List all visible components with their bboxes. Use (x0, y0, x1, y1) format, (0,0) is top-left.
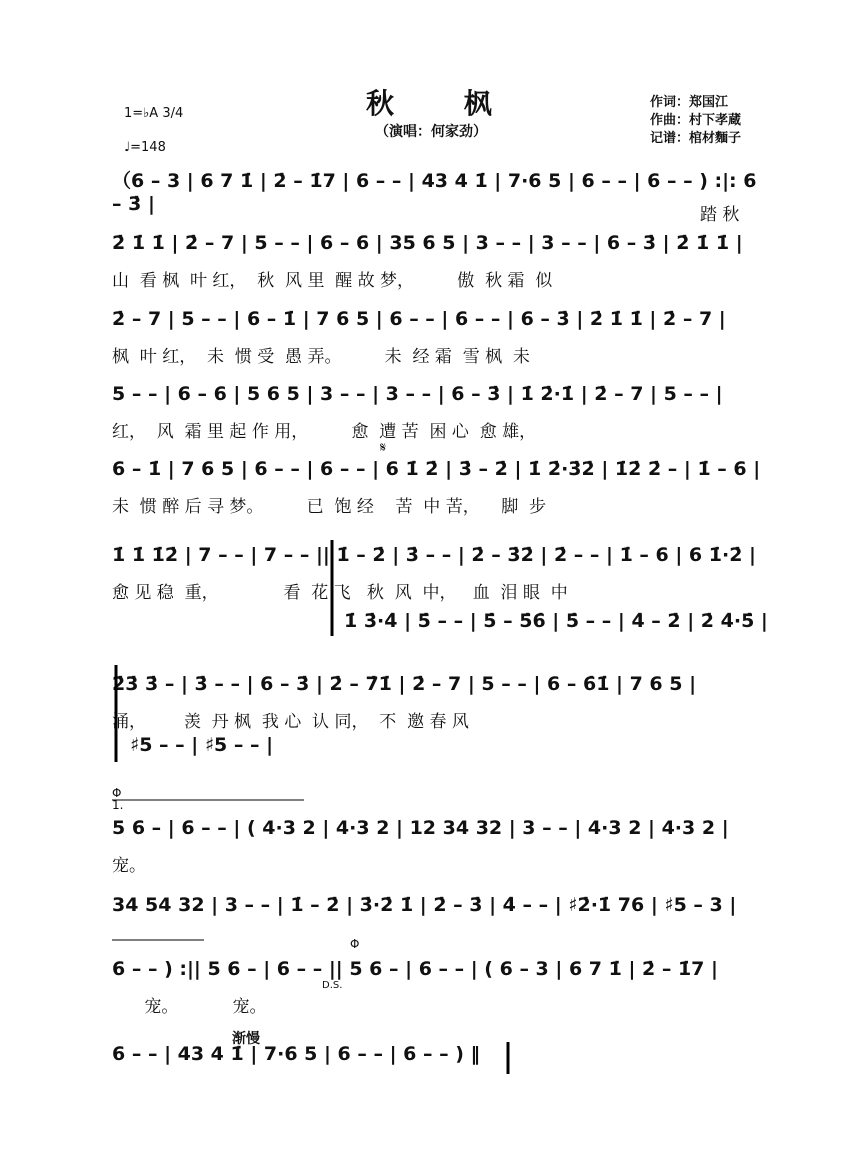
notation-row: 2̇ – 7 | 5 – – | 6 – 1̇ | 7 6 5 | 6 – – | 6 – – | 6 – 3̇ | 2̇ 1̇ 1̇ | 2̇ – 7 | (112, 308, 726, 330)
lyrics-row: 涌， 羡 丹 枫 我 心 认 同， 不 邀 春 风 (112, 712, 469, 732)
lyrics-row: 宠。 (112, 856, 146, 876)
notation-row: 2̇3̇ 3̇ – | 3̇ – – | 6 – 3̇ | 2̇ – 7̇1̇ | 2̇ – 7 | 5 – – | 6 – 6̇1̇ | 7 6 5 | (112, 673, 697, 695)
notation-row: 2̇ 1̇ 1̇ | 2̇ – 7 | 5 – – | 6 – 6 | 35 6 5 | 3 – – | 3 – – | 6 – 3̇ | 2̇ 1̇ 1̇ | (112, 232, 743, 254)
notation-row: 1̇ 1̇ 1̇2̇ | 7 – – | 7 – – || 1̇ – 2̇ | 3̇ – – | 2̇ – 3̇2̇ | 2̇ – – | 1̇ – 6 | 6 1̇·2̇ | (112, 544, 756, 566)
lyrics-row: 未 惯 醉 后 寻 梦。 已 饱 经 苦 中 苦， 脚 步 (112, 497, 547, 517)
coda-mark: Φ (112, 786, 122, 800)
notation-row: 6 – – ) :|| 5 6 – | 6 – – || 5 6 – | 6 – – | ( 6 – 3 | 6 7 1̇ | 2̇ – 1̇7 | (112, 958, 718, 980)
notation-row: 34 54 32 | 3 – – | 1̇ – 2̇ | 3̇·2̇ 1̇ | 2̇ – 3̇ | 4̇ – – | ♯2̇·1̇ 76 | ♯5 – 3 | (112, 894, 737, 916)
transcriber: 记谱：棺材麵子 (650, 131, 742, 146)
composer: 作曲：村下孝蔵 (650, 113, 742, 128)
notation-row: 6 – – | 43 4 1̇ | 7·6 5 | 6 – – | 6 – – ) ‖ (112, 1043, 481, 1065)
segno-mark: 𝄋 (380, 440, 387, 456)
coda-mark-2: Φ (350, 937, 360, 951)
notation-row: 6 – 1̇ | 7 6 5 | 6 – – | 6 – – | 6 1̇ 2̇ | 3̇ – 2̇ | 1̇ 2̇·3̇2̇ | 1̇2̇ 2̇ – | 1̇ – 6 | (112, 458, 761, 480)
lyrics-row: 红， 风 霜 里 起 作 用， 愈 遭 苦 困 心 愈 雄， (112, 422, 537, 442)
lyrics-row: 山 看 枫 叶 红， 秋 风 里 醒 故 梦， 傲 秋 霜 似 (112, 271, 553, 291)
key-signature: 1=♭A 3/4 (124, 106, 184, 121)
lyrics-row: 宠。 宠。 (112, 997, 267, 1017)
ds-mark: D.S. (322, 980, 343, 991)
lyricist: 作词：郑国江 (650, 95, 729, 110)
lyrics-row: 枫 叶 红， 未 惯 受 愚 弄。 未 经 霜 雪 枫 未 (112, 347, 530, 367)
notation-row: 1̇ 3̇·4̇ | 5̇ – – | 5̇ – 5̇6̇ | 5̇ – – | 4̇ – 2̇ | 2̇ 4̇·5̇ | (344, 610, 768, 632)
rit-mark: 渐慢 (232, 1031, 260, 1047)
notation-row: 5 – – | 6 – 6 | 5 6 5 | 3 – – | 3 – – | 6 – 3̇ | 1̇ 2̇·1̇ | 2̇ – 7 | 5 – – | (112, 383, 723, 405)
tempo-mark: ♩=148 (124, 140, 166, 155)
volta-mark: 1. (112, 798, 124, 812)
notation-row: （6 – 3 | 6 7 1̇ | 2̇ – 1̇7 | 6 – – | 43 4 1̇ | 7·6 5 | 6 – – | 6 – – ) :|: 6 – 3̇ | (112, 170, 757, 215)
notation-row: ♯5 – – | ♯5 – – | (130, 734, 274, 756)
song-title: 秋 枫 (366, 87, 522, 120)
lyrics-row-tail: 踏 秋 (700, 205, 740, 225)
singer-line: （演唱：何家劲） (375, 124, 487, 140)
notation-row: 5 6 – | 6 – – | ( 4·3 2 | 4·3 2 | 12 34 32 | 3 – – | 4·3 2 | 4·3 2 | (112, 817, 729, 839)
lyrics-row: 愈 见 稳 重， 看 花 飞 秋 风 中， 血 泪 眼 中 (112, 583, 568, 603)
